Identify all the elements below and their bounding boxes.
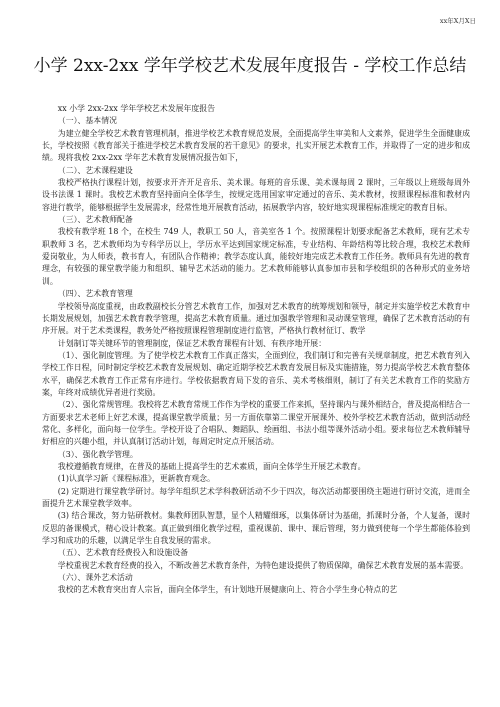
section-heading: （一）、基本情况 [57,116,117,126]
body-paragraph: 我校有教学班 18 个，在校生 749 人，教职工 50 人，音美室各 1 个。按照课程计划要求配备艺术教师，现有艺术专职教师 3 名，艺术教师均为专科学历以上，学历水平达到国家规定标准，专业结构、年龄结构等比较合理，我校艺术教师爱岗敬业，为人师表，教书育人，有团队合作精神；教学态度认真，能较好地完成艺术教育工作任务。教师具有先进的教育理念，有较强的课堂教学能力和组织、辅导艺术活动的能力。艺术教师能够认真参加市县和学校组织的各种形式的业务培训。 [42,227,470,286]
body-paragraph: 学校重视艺术教育经费的投入，不断改善艺术教育条件，为特色建设提供了物质保障，确保艺术教育发展的基本需要。 [57,560,469,570]
document-body [42,103,470,597]
body-paragraph: 学校领导高度重视，由政教副校长分管艺术教育工作，加强对艺术教育的统筹规划和领导，制定并实施学校艺术教育中长期发展规划，加强艺术教育教学管理，提高艺术教育质量。通过加强教学管理和灵动课堂管理，确保了艺术教育活动的有序开展。对于艺术类课程，教务处严格按照课程管理制度进行监管，严格执行教材征订、教学 [42,301,470,336]
body-paragraph: 我校的艺术教育突出育人宗旨，面向全体学生，有计划地开展健康向上、符合小学生身心特点的艺 [57,585,398,595]
body-paragraph: (3) 结合课改，努力钻研教材。集教师团队智慧，显个人精耀细琢，以集体研讨为基础，抓课时分备，个人复备，课时反思的备课模式，精心设计教案。真正做到细化教学过程，重视课前、课中、课后管理，努力做到使每一个学生都能体验到学习和成功的乐趣，以满足学生自我发展的需求。 [42,511,470,546]
section-heading: （五）、艺术教育经费投入和设施设备 [57,548,188,558]
report-subtitle: xx 小学 2xx-2xx 学年学校艺术发展年度报告 [57,104,216,113]
body-paragraph: （1）、强化制度管理。为了使学校艺术教育工作真正落实，全面到位，我们制订和完善有关规章制度，把艺术教育列入学校工作日程，同时制定学校艺术教育发展规划、确定近期学校艺术教育发展目标及实施措施，努力提高学校艺术教育整体水平，确保艺术教育工作正常有序进行。学校依据教育局下发的音乐、美术考核细则，制订了有关艺术教育工作的奖励方案，年终对成绩优异者进行奖励。 [42,350,470,397]
body-paragraph: （3）、强化教学管理。 [57,449,138,459]
body-paragraph: （2）、强化常规管理。我校将艺术教育常规工作作为学校的重要工作来抓，坚持课内与课外相结合，普及提高相结合一方面要求艺术老师上好艺术课，提高课堂教学质量；另一方面依靠第二课堂开展课外、校外学校艺术教育活动，做到活动经常化、多样化，面向每一位学生。学校开设了合唱队、舞蹈队、绘画组、书法小组等课外活动小组。要求每位艺术教师辅导好相应的兴趣小组，并认真制订活动计划，每周定时定点开展活动。 [42,400,470,447]
body-paragraph: (2) 定期进行课堂教学研讨。每学年组织艺术学科教研活动不少于四次，每次活动都要围绕主题进行研讨交流，进而全面提升艺术课堂教学效率。 [42,486,470,508]
section-heading: （四）、艺术教育管理 [57,289,133,299]
body-paragraph: 我校严格执行课程计划，按要求开齐开足音乐、美术课。每班的音乐课、美术课每周 2 课时，三年级以上班级每周外设书法课 1 课时。我校艺术教育坚持面向全体学生，按规定选用国家审定通过的音乐、美术教材，按照课程标准和教材内容进行教学，能够根据学生发展需求，经常性地开展教育活动，拓展教学内容，较好地实现课程标准规定的教育目标。 [42,178,470,212]
document-title: 小学 2xx-2xx 学年学校艺术发展年度报告 - 学校工作总结 [33,56,467,76]
section-heading: （六）、课外艺术活动 [57,573,133,583]
body-paragraph: 计划制订等关键环节的管理制度，保证艺术教育课程有计划、有秩序地开展： [57,338,327,348]
section-heading: （三）、艺术教师配备 [57,215,133,225]
document-date: xx年X月X日 [439,17,476,25]
body-paragraph: 我校遵循教育规律，在普及的基础上提高学生的艺术素质，面向全体学生开展艺术教育。 [57,461,366,471]
section-heading: （二）、艺术课程建设 [57,165,133,175]
body-paragraph: (1)认真学习新《课程标准》，更新教育观念。 [57,474,215,484]
body-paragraph: 为建立健全学校艺术教育管理机制，推进学校艺术教育规范发展，全面提高学生审美和人文素养，促进学生全面健康成长，学校按照《教育部关于推进学校艺术教育发展的若干意见》的要求，扎实开展艺术教育工作，并取得了一定的进步和成绩。现将我校 2xx-2xx 学年艺术教育发展情况报告如下， [42,128,470,163]
